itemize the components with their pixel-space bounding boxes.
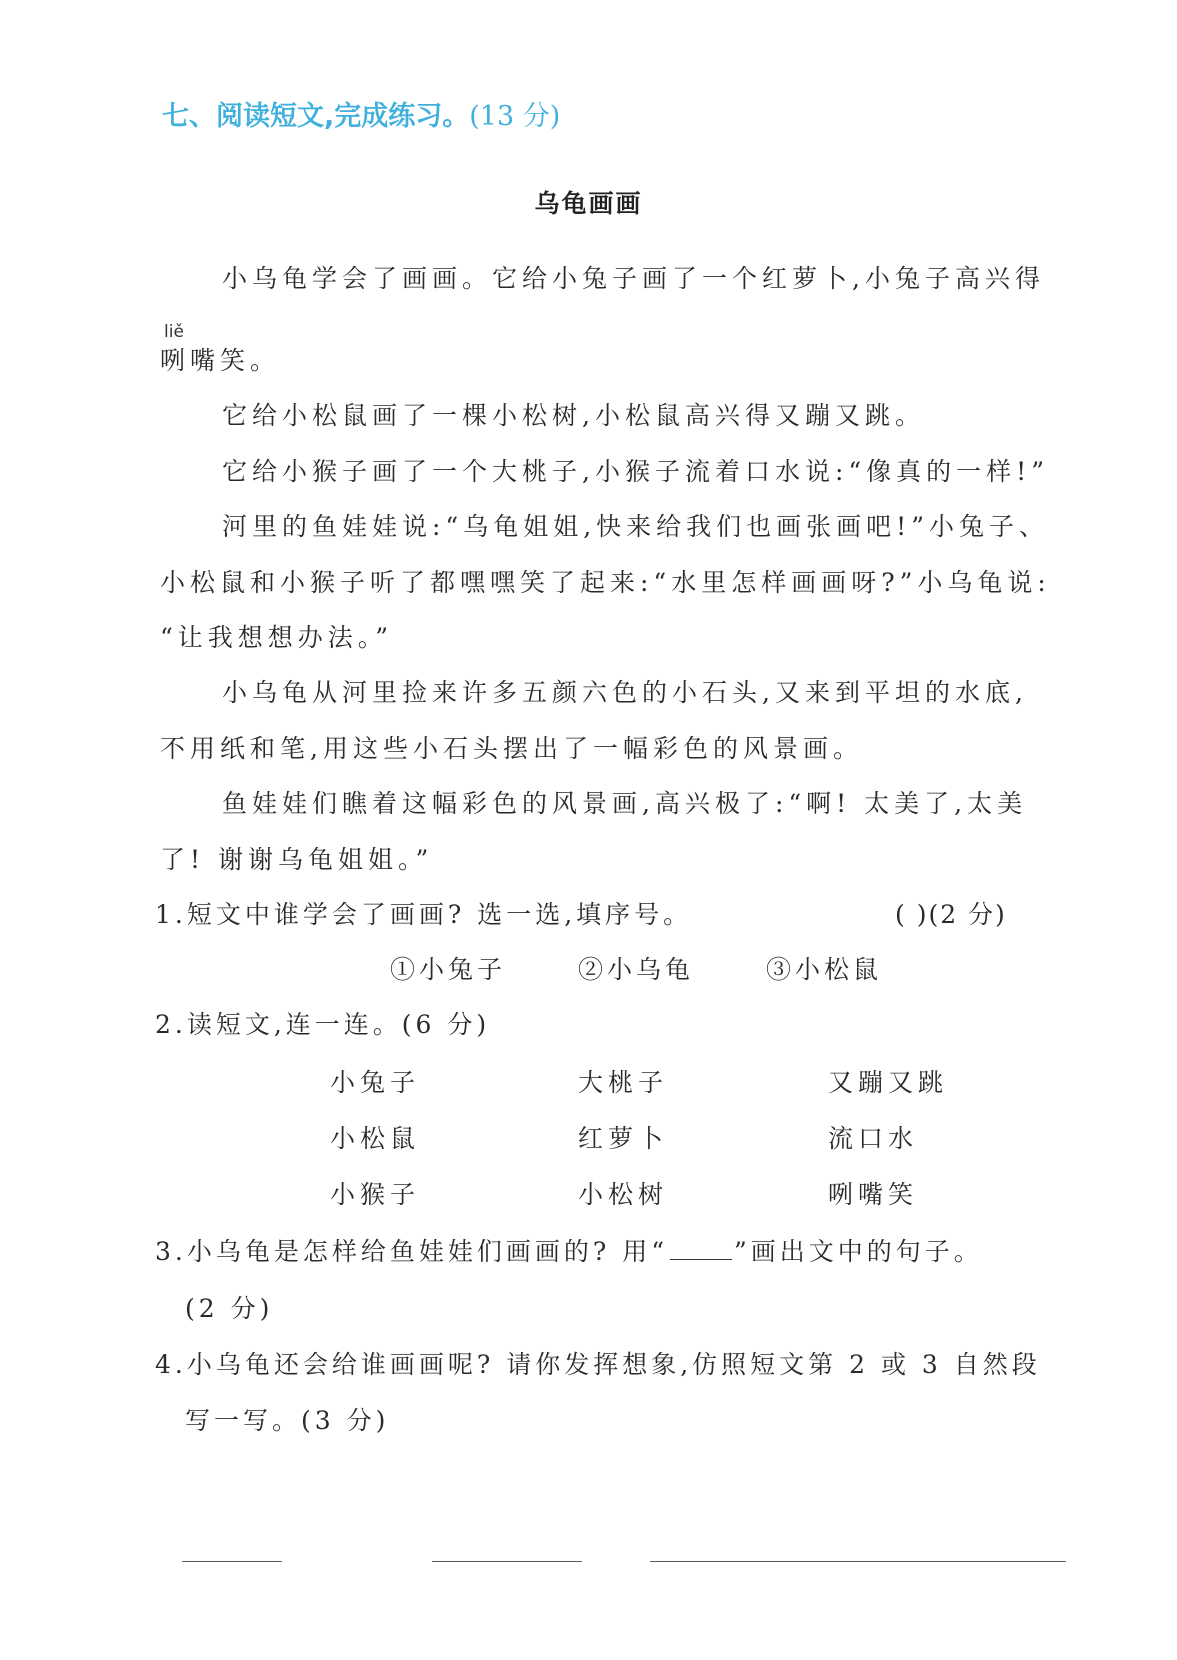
story-line-5: 河里的鱼娃娃说:“乌龟姐姐,快来给我们也画张画吧!”小兔子、 xyxy=(222,512,1049,541)
q1-option-3: ③小松鼠 xyxy=(766,955,883,984)
question-3 xyxy=(155,1232,983,1268)
story-line-4: 它给小猴子画了一个大桃子,小猴子流着口水说:“像真的一样!” xyxy=(222,457,1049,486)
match-col3-item-2[interactable]: 流口水 xyxy=(828,1124,919,1153)
story-title: 乌龟画画 xyxy=(534,189,643,218)
question-4: 4.小乌龟还会给谁画画呢? 请你发挥想象,仿照短文第 2 或 3 自然段 xyxy=(155,1350,1041,1379)
question-1: 1.短文中谁学会了画画? 选一选,填序号。 xyxy=(155,900,693,929)
question-3-text-after: ”画出文中的句子。 xyxy=(734,1237,983,1266)
match-col1-item-3[interactable]: 小猴子 xyxy=(330,1180,421,1209)
section-heading xyxy=(162,94,560,133)
match-col2-item-1[interactable]: 大桃子 xyxy=(578,1068,669,1097)
question-1-answer-box[interactable]: ( )(2 分) xyxy=(895,900,1007,929)
question-3-text-before: 3.小乌龟是怎样给鱼娃娃们画画的? 用“ xyxy=(155,1237,668,1266)
question-3-score: (2 分) xyxy=(185,1294,274,1323)
story-line-10: 鱼娃娃们瞧着这幅彩色的风景画,高兴极了:“啊! 太美了,太美 xyxy=(222,789,1028,818)
question-2: 2.读短文,连一连。(6 分) xyxy=(155,1010,491,1039)
section-heading-text: 七、阅读短文,完成练习。 xyxy=(162,101,470,132)
q1-option-1: ①小兔子 xyxy=(390,955,507,984)
story-line-9: 不用纸和笔,用这些小石头摆出了一幅彩色的风景画。 xyxy=(160,734,863,763)
match-col2-item-3[interactable]: 小松树 xyxy=(578,1180,669,1209)
answer-line-segment-3[interactable] xyxy=(650,1561,1066,1562)
underline-sample xyxy=(670,1239,732,1260)
match-col3-item-3[interactable]: 咧嘴笑 xyxy=(828,1180,919,1209)
match-col3-item-1[interactable]: 又蹦又跳 xyxy=(828,1068,949,1097)
q1-option-2: ②小乌龟 xyxy=(578,955,695,984)
story-line-3: 它给小松鼠画了一棵小松树,小松鼠高兴得又蹦又跳。 xyxy=(222,401,925,430)
pinyin-annotation: liě xyxy=(164,322,184,342)
match-col2-item-2[interactable]: 红萝卜 xyxy=(578,1124,669,1153)
story-line-1: 小乌龟学会了画画。它给小兔子画了一个红萝卜,小兔子高兴得 xyxy=(222,264,1045,293)
story-line-2: 咧嘴笑。 xyxy=(160,346,281,375)
section-score: (13 分) xyxy=(469,101,561,132)
match-col1-item-2[interactable]: 小松鼠 xyxy=(330,1124,421,1153)
story-line-11: 了! 谢谢乌龟姐姐。” xyxy=(160,845,434,874)
story-line-6: 小松鼠和小猴子听了都嘿嘿笑了起来:“水里怎样画画呀?”小乌龟说: xyxy=(160,568,1051,597)
answer-line-segment-1[interactable] xyxy=(182,1561,282,1562)
answer-line-segment-2[interactable] xyxy=(432,1561,582,1562)
match-col1-item-1[interactable]: 小兔子 xyxy=(330,1068,421,1097)
story-line-7: “让我想想办法。” xyxy=(160,623,394,652)
story-line-8: 小乌龟从河里捡来许多五颜六色的小石头,又来到平坦的水底, xyxy=(222,678,1028,707)
question-4-line-2: 写一写。(3 分) xyxy=(185,1406,390,1435)
